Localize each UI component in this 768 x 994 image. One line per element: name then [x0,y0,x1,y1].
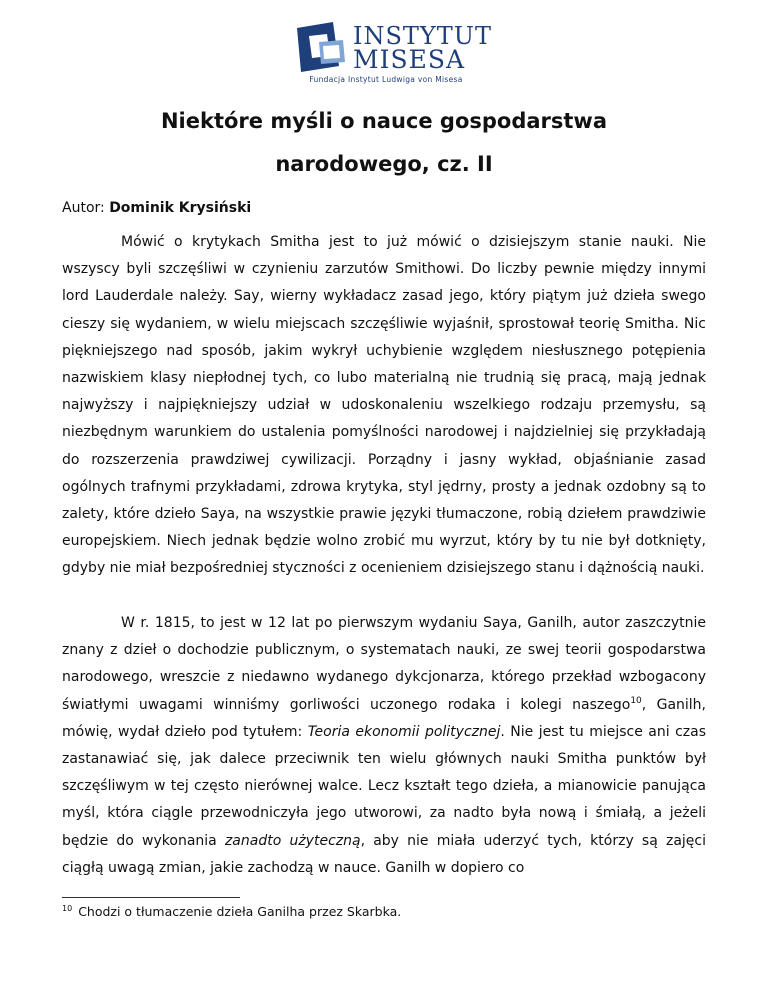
logo-mark-icon [293,22,349,72]
logo-subtitle: Fundacja Instytut Ludwiga von Misesa [309,75,463,84]
document-title [80,100,688,186]
title-line-2: narodowego, cz. II [275,152,493,176]
author-label: Autor: [62,200,105,216]
emphasis-italic: zanadto użyteczną [224,832,361,849]
logo-word-misesa: MISESA [353,45,466,74]
body-paragraph-1: Mówić o krytykach Smitha jest to już mówić o dzisiejszym stanie nauki. Nie wszyscy byli szczęśliwi w czynieniu zarzutów Smithowi. Do liczby pewnie między innymi lord Lauderdale należy. Say, wierny wykładacz zasad jego, który piątym już dzieła swego cieszy się wydaniem, w wielu miejscach szczęśliwie wyjaśnił, sprostował teorię Smitha. Nic piękniejszego nad sposób, jakim wykrył uchybienie względem niesłusznego potępienia nazwiskiem klasy niepłodnej tych, co lubo materialną nie trudnią się pracą, mają jednak najwyższy i najpiękniejszy udział w udoskonaleniu wszelkiego rodzaju przemysłu, są niezbędnym warunkiem do ustalenia pomyślności narodowej i najdzielniej się przykładają do rozszerzenia prawdziwej cywilizacji. Porządny i jasny wykład, objaśnianie zasad ogólnych trafnymi przykładami, zdrowa krytyka, styl jędrny, prosty a jednak ozdobny są to zalety, które dzieło Saya, na wszystkie prawie języki tłumaczone, robią dziełem prawdziwie europejskiem. Niech jednak będzie wolno zrobić mu wyrzut, który by tu nie był dotknięty, gdyby nie miał bezpośredniej styczności z ocenieniem dzisiejszego stanu i dążnością nauki. [62,234,706,577]
paragraph-2-text-b: , Ganilh, mówię, wydał dzieło pod tytułem: [62,696,706,740]
body-paragraph-2 [62,610,706,882]
footnote-separator [62,897,240,898]
footnote-reference[interactable]: 10 [630,695,642,706]
paragraph-2-text-c: . Nie jest tu miejsce ani czas zastanawiać się, jak dalece przeciwnik ten wielu głównych nauki Smitha punktów był szczęśliwym w tej często nierównej walce. Lecz kształt tego dzieła, a mianowicie panująca myśl, która ciągle przewodniczyła jego utworowi, za nadto była nową i śmiałą, a jeżeli będzie do wykonania [62,723,707,849]
book-title-italic: Teoria ekonomii politycznej [307,723,501,740]
paragraph-2-text-a: W r. 1815, to jest w 12 lat po pierwszym wydaniu Saya, Ganilh, autor zaszczytnie znany z dzieł o dochodzie publicznym, o systematach nauki, ze swej teorii gospodarstwa narodowego, wreszcie z niedawno wydanego dykcjonarza, którego przekład wzbogacony światłymi uwagami winniśmy gorliwości uczonego rodaka i kolegi naszego [62,615,706,713]
instytut-misesa-logo [293,22,493,84]
title-line-1: Niektóre myśli o nauce gospodarstwa [160,109,608,133]
logo-word-instytut: INSTYTUT [353,22,493,50]
author-name: Dominik Krysiński [109,200,252,216]
author-line [62,200,251,216]
footnote-number: 10 [62,904,73,913]
footnote-text: Chodzi o tłumaczenie dzieła Ganilha przez Skarbka. [78,904,402,919]
paragraph-2-text-d: , aby nie miała uderzyć tych, którzy są zajęci ciągłą uwagą zmian, jakie zachodzą w nauce. Ganilh w dopiero co [62,832,706,876]
footnote [62,904,401,919]
